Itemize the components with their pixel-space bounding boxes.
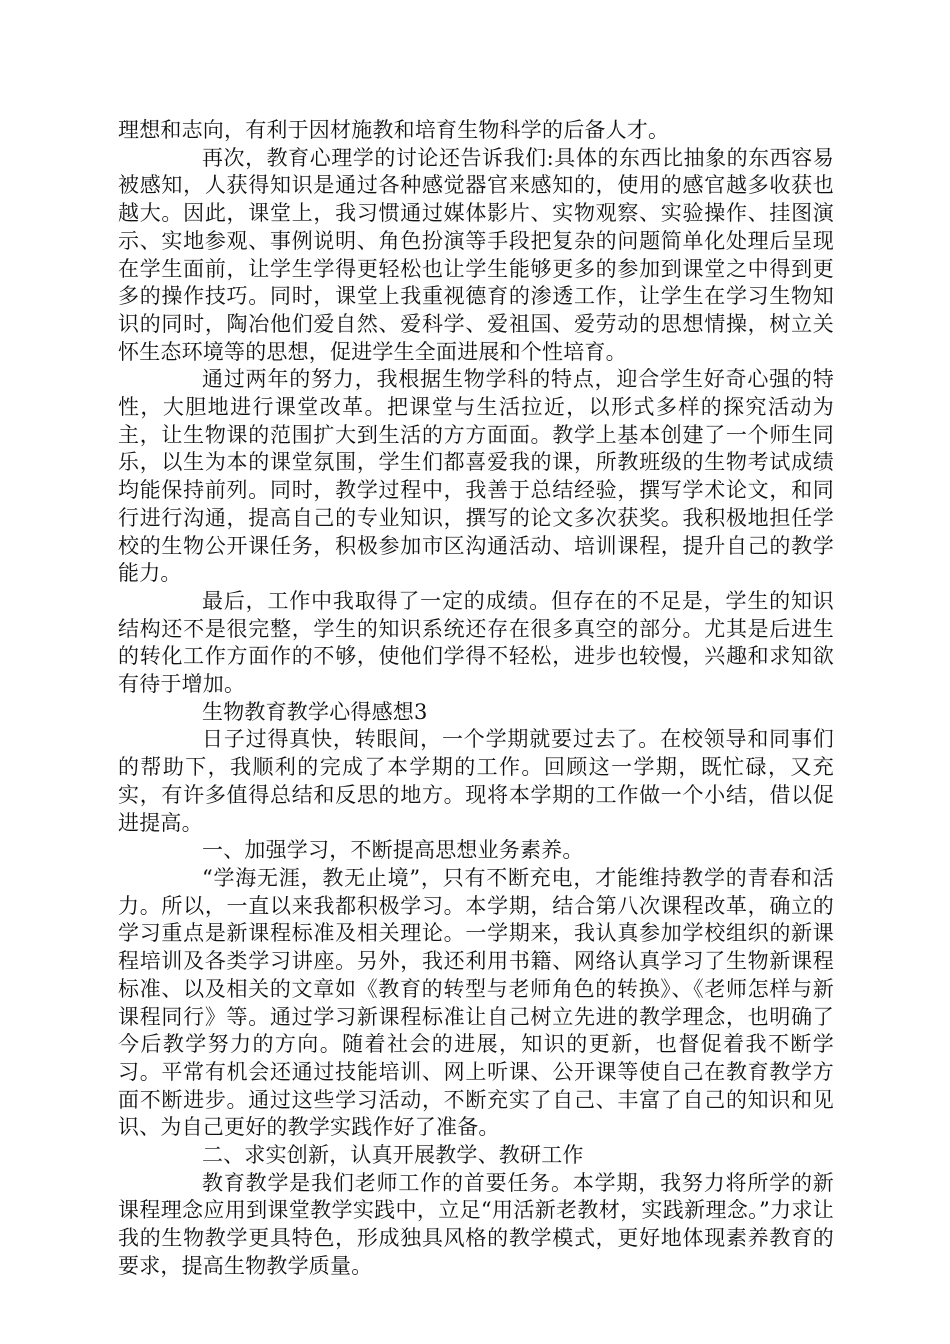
paragraph-2: 再次，教育心理学的讨论还告诉我们:具体的东西比抽象的东西容易被感知，人获得知识是通过各种感觉器官来感知的，使用的感官越多收获也越大。因此，课堂上，我习惯通过媒体影片、实物观察、实验操作、挂图演示、实地参观、事例说明、角色扮演等手段把复杂的问题简单化处理后呈现在学生面前，让学生学得更轻松也让学生能够更多的参加到课堂之中得到更多的操作技巧。同时，课堂上我重视德育的渗透工作，让学生在学习生物知识的同时，陶冶他们爱自然、爱科学、爱祖国、爱劳动的思想情操，树立关怀生态环境等的思想，促进学生全面进展和个性培育。	[118, 145, 834, 364]
subheading-2: 二、求实创新，认真开展教学、教研工作	[202, 1143, 584, 1168]
subheading-1: 一、加强学习，不断提高思想业务素养。	[202, 838, 584, 863]
paragraph-7: 教育教学是我们老师工作的首要任务。本学期，我努力将所学的新课程理念应用到课堂教学实践中，立足“用活新老教材，实践新理念。”力求让我的生物教学更具特色，形成独具风格的教学模式，更好地体现素养教育的要求，提高生物教学质量。	[118, 1170, 834, 1278]
paragraph-1: 理想和志向，有利于因材施教和培育生物科学的后备人才。	[118, 118, 670, 142]
document-page	[118, 117, 834, 1281]
paragraph-5: 日子过得真快，转眼间，一个学期就要过去了。在校领导和同事们的帮助下，我顺利的完成了本学期的工作。回顾这一学期，既忙碌，又充实，有许多值得总结和反思的地方。现将本学期的工作做一个小结，借以促进提高。	[118, 727, 834, 835]
paragraph-6: “学海无涯，教无止境”，只有不断充电，才能维持教学的青春和活力。所以，一直以来我都积极学习。本学期，结合第八次课程改革，确立的学习重点是新课程标准及相关理论。一学期来，我认真参加学校组织的新课程培训及各类学习讲座。另外，我还利用书籍、网络认真学习了生物新课程标准、以及相关的文章如《教育的转型与老师角色的转换》、《老师怎样与新课程同行》等。通过学习新课程标准让自己树立先进的教学理念，也明确了今后教学努力的方向。随着社会的进展，知识的更新，也督促着我不断学习。平常有机会还通过技能培训、网上听课、公开课等使自己在教育教学方面不断进步。通过这些学习活动，不断充实了自己、丰富了自己的知识和见识、为自己更好的教学实践作好了准备。	[118, 865, 834, 1140]
section-title-3: 生物教育教学心得感想3	[202, 699, 428, 724]
paragraph-4: 最后，工作中我取得了一定的成绩。但存在的不足是，学生的知识结构还不是很完整，学生的知识系统还存在很多真空的部分。尤其是后进生的转化工作方面作的不够，使他们学得不轻松，进步也较慢，兴趣和求知欲有待于增加。	[118, 588, 834, 697]
paragraph-3: 通过两年的努力，我根据生物学科的特点，迎合学生好奇心强的特性，大胆地进行课堂改革。把课堂与生活拉近，以形式多样的探究活动为主，让生物课的范围扩大到生活的方方面面。教学上基本创建了一个师生同乐，以生为本的课堂氛围，学生们都喜爱我的课，所教班级的生物考试成绩均能保持前列。同时，教学过程中，我善于总结经验，撰写学术论文，和同行进行沟通，提高自己的专业知识，撰写的论文多次获奖。我积极地担任学校的生物公开课任务，积极参加市区沟通活动、培训课程，提升自己的教学能力。	[118, 367, 834, 586]
